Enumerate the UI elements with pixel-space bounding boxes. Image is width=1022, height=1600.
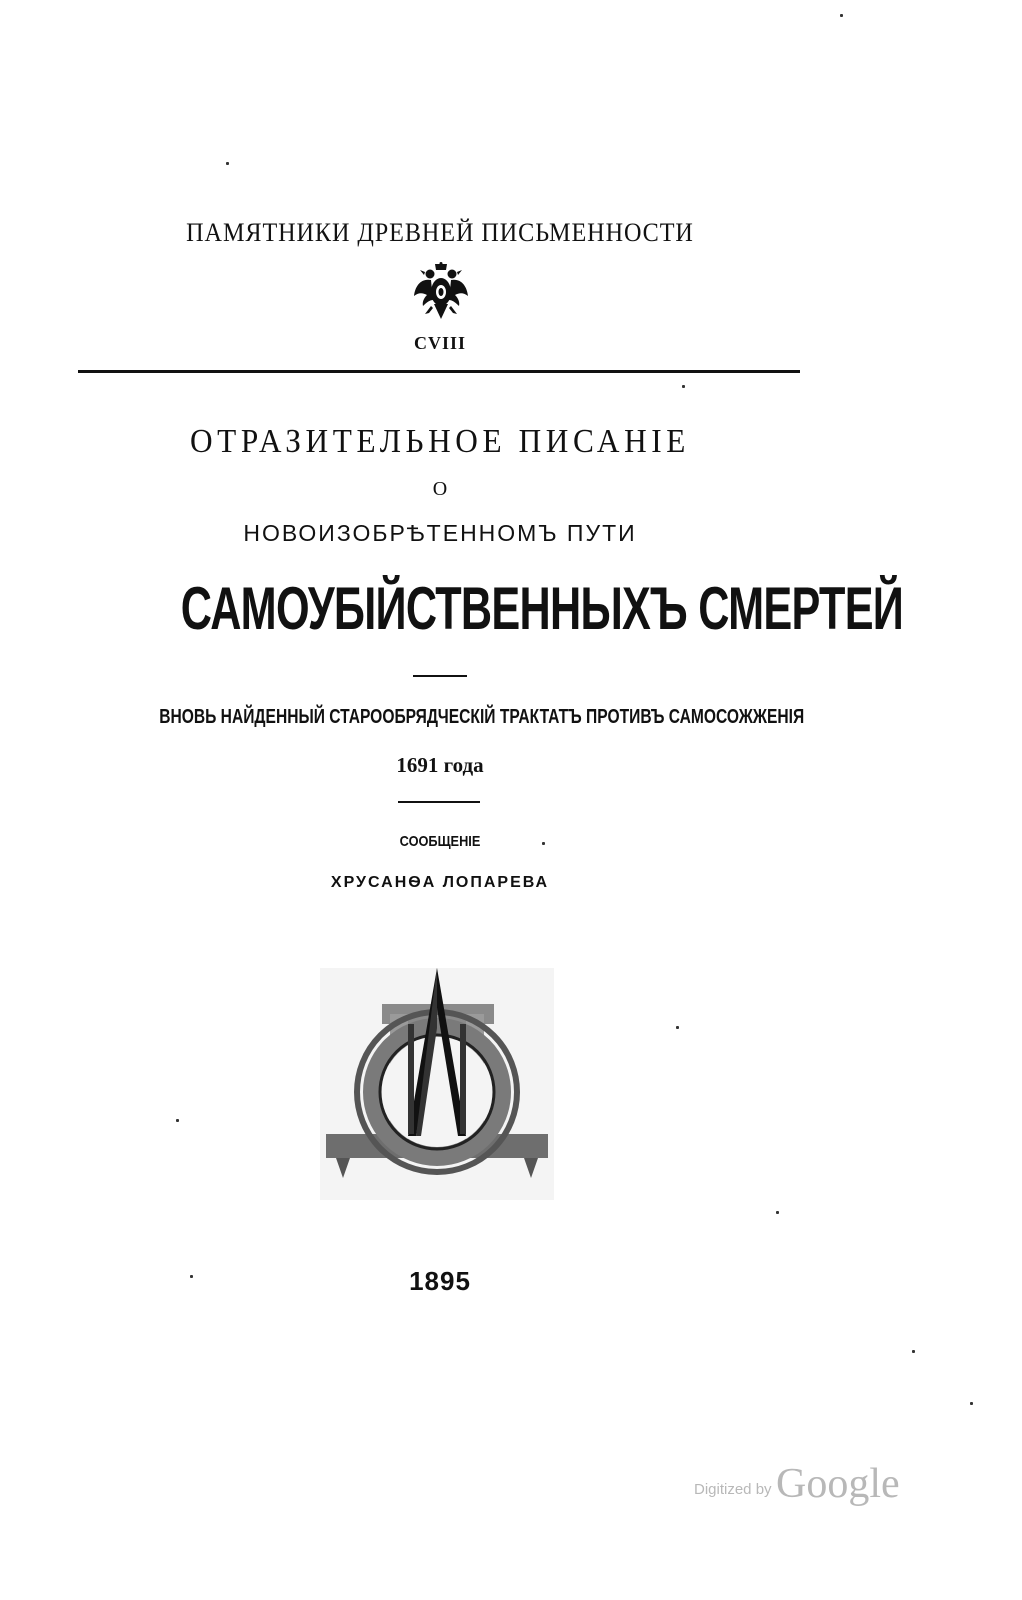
compass-and-ring-emblem-icon [320, 968, 554, 1200]
publication-year: 1895 [409, 1266, 471, 1296]
short-rule [398, 801, 480, 803]
short-rule [413, 675, 467, 677]
scan-speck [682, 385, 685, 388]
communication-label: СООБЩЕНІЕ [399, 833, 481, 850]
scan-speck [176, 1119, 179, 1122]
author-name: ХРУСАНѲА ЛОПАРЕВА [330, 874, 550, 891]
volume-number: CVIII [413, 333, 466, 353]
horizontal-rule [78, 370, 800, 373]
scan-speck [912, 1350, 915, 1353]
scan-speck [840, 14, 843, 17]
subtitle-year: 1691 года [396, 753, 484, 777]
series-title: ПАМЯТНИКИ ДРЕВНЕЙ ПИСЬМЕННОСТИ [186, 218, 694, 247]
scan-speck [676, 1026, 679, 1029]
title-line-2: О [432, 478, 448, 500]
title-line-4: САМОУБІЙСТВЕННЫХЪ СМЕРТЕЙ [180, 575, 904, 642]
double-headed-eagle-icon [413, 262, 469, 320]
scan-speck [226, 162, 229, 165]
watermark-prefix: Digitized by [694, 1481, 772, 1498]
watermark-brand: Google [776, 1461, 900, 1507]
subtitle: ВНОВЬ НАЙДЕННЫЙ СТАРООБРЯДЧЕСКІЙ ТРАКТАТЪ ПРОТИВЪ САМОСОЖЖЕНІЯ [159, 706, 805, 728]
scan-speck [542, 842, 545, 845]
title-line-1: ОТРАЗИТЕЛЬНОЕ ПИСАНІЕ [189, 423, 691, 460]
scan-speck [970, 1402, 973, 1405]
scan-speck [776, 1211, 779, 1214]
scan-speck [190, 1275, 193, 1278]
title-line-3: НОВОИЗОБРѢТЕННОМЪ ПУТИ [243, 520, 637, 546]
google-watermark [694, 1460, 914, 1506]
